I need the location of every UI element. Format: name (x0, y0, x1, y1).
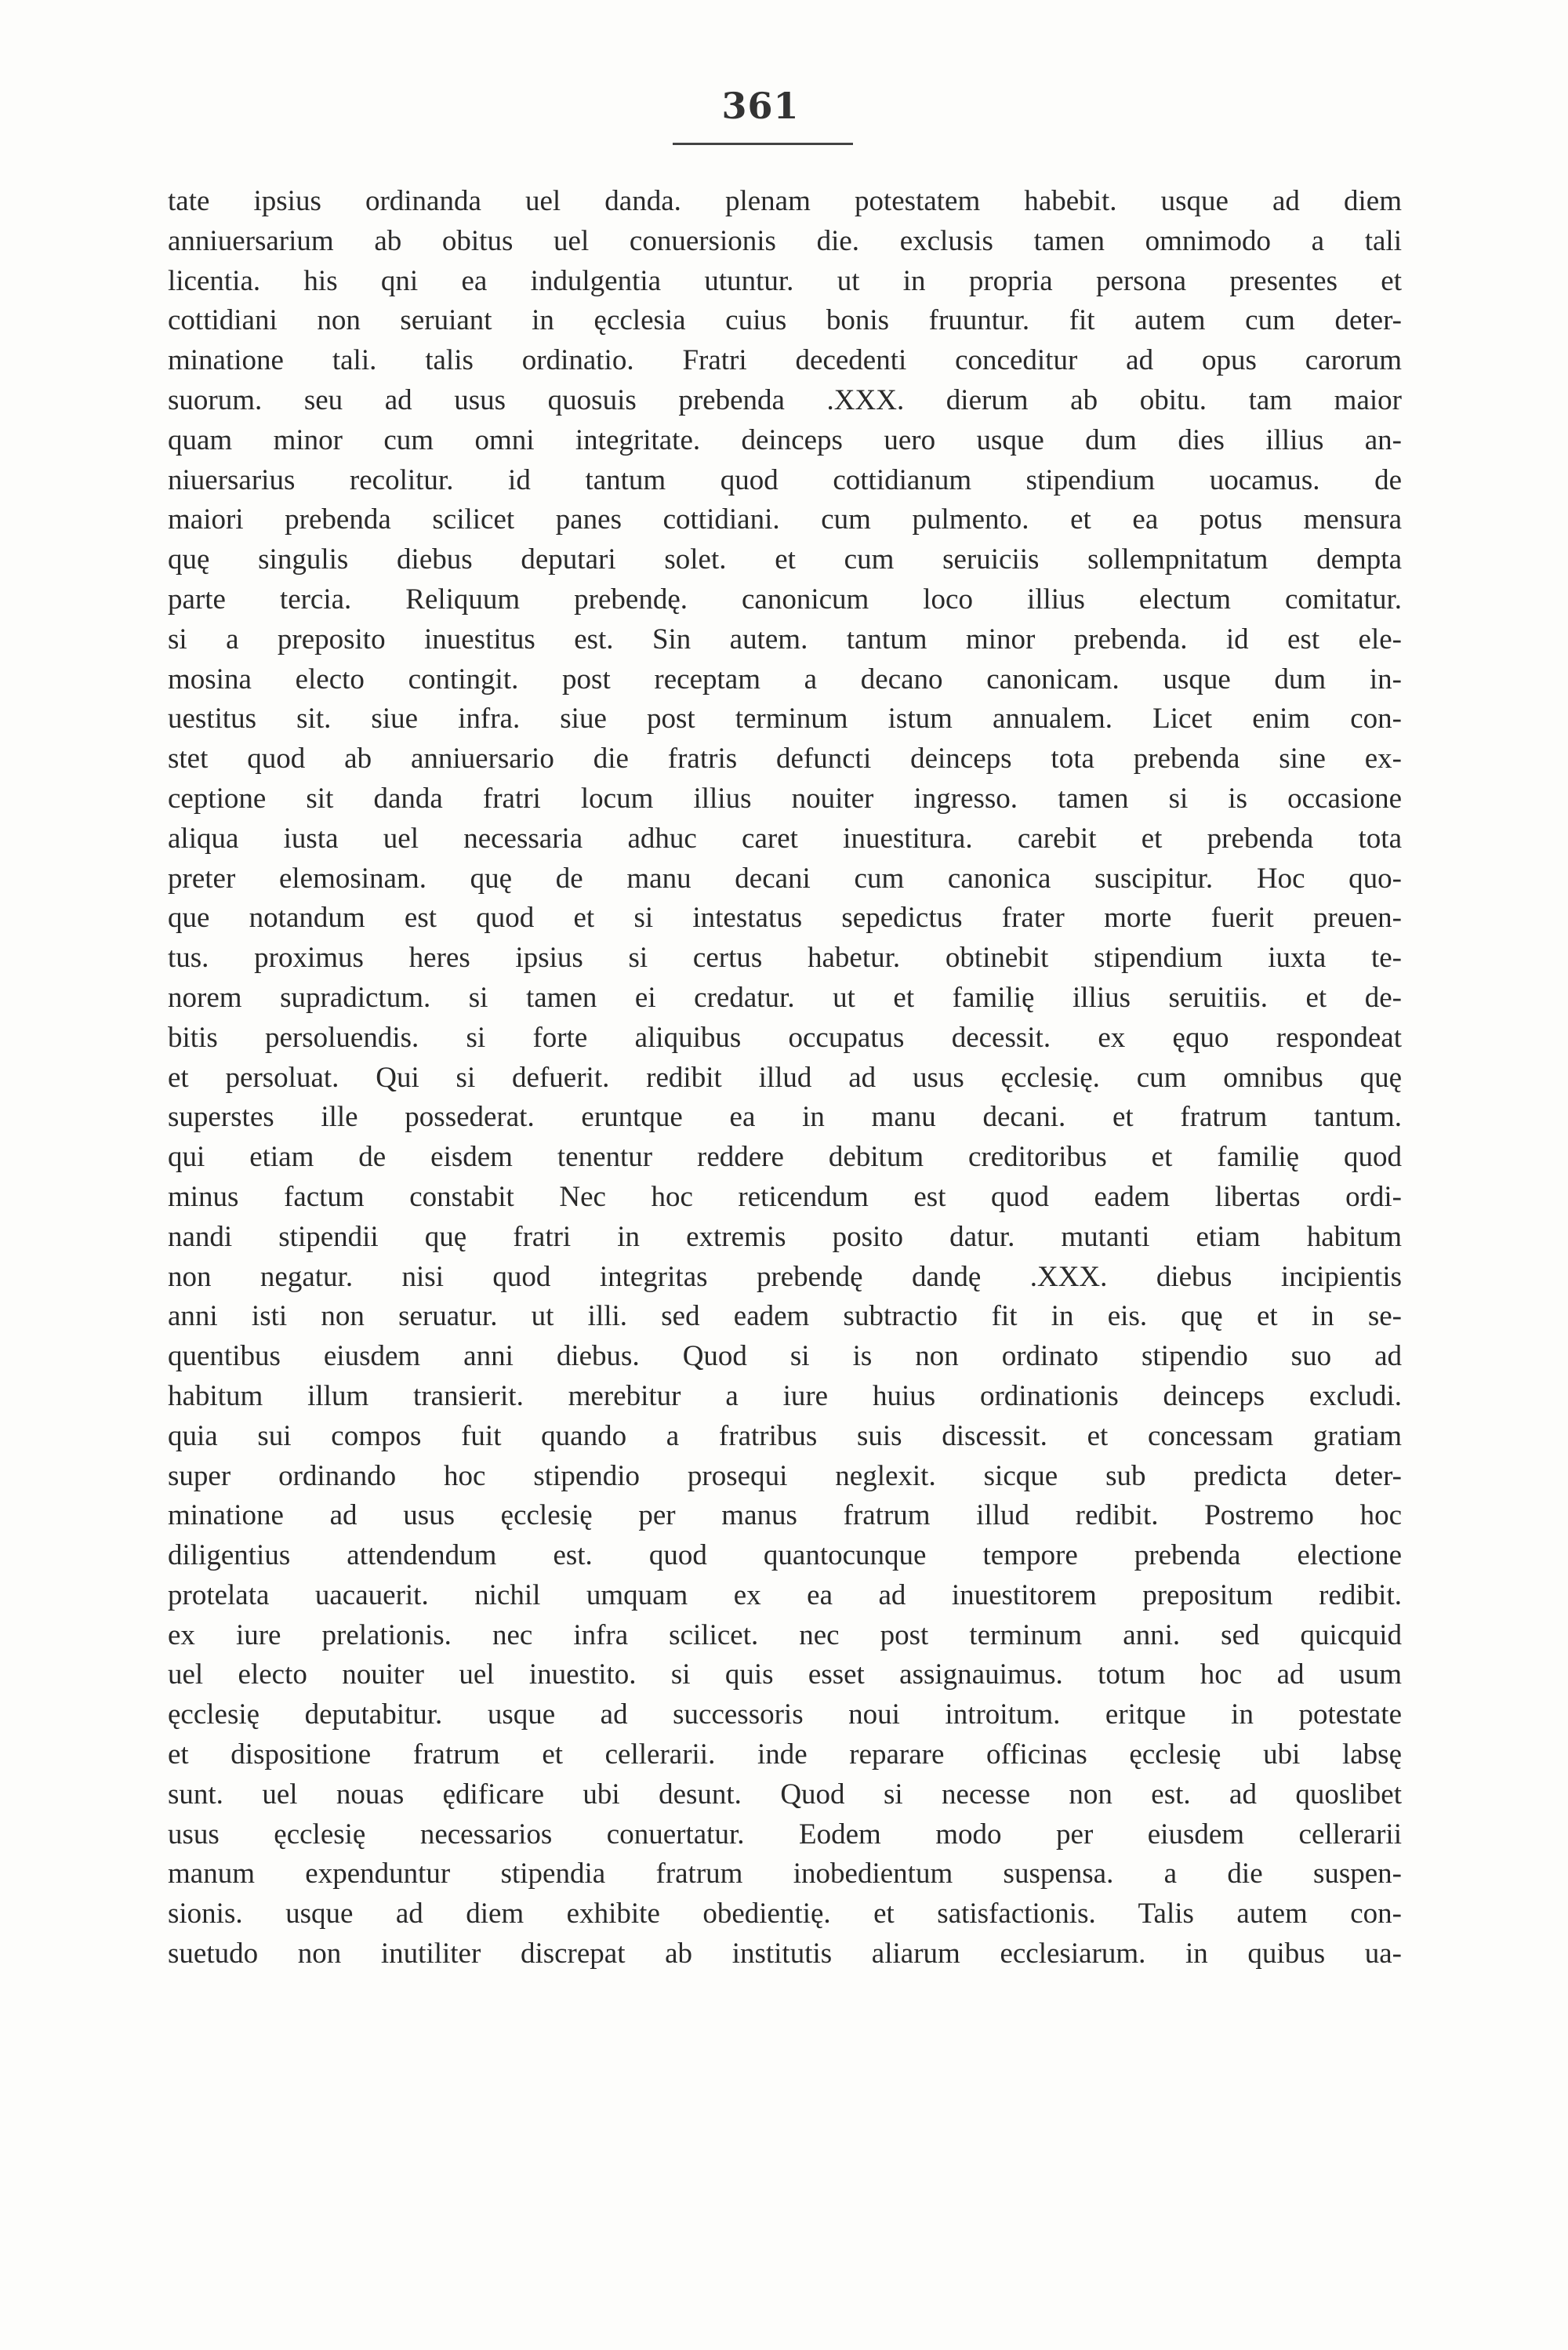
text-line: quam minor cum omni integritate. deinceps uero usque dum dies illius an- (168, 423, 1402, 456)
text-line: aliqua iusta uel necessaria adhuc caret inuestitura. carebit et prebenda tota (168, 822, 1402, 855)
body-text (168, 182, 1402, 1974)
text-line: minatione ad usus ęcclesię per manus fratrum illud redibit. Postremo hoc (168, 1499, 1402, 1532)
text-line: manum expenduntur stipendia fratrum inobedientum suspensa. a die suspen- (168, 1858, 1402, 1891)
text-line: tate ipsius ordinanda uel danda. plenam potestatem habebit. usque ad diem (168, 185, 1402, 217)
page-number: 361 (721, 85, 800, 127)
text-line: et persoluat. Qui si defuerit. redibit illud ad usus ęcclesię. cum omnibus quę (168, 1061, 1402, 1094)
text-line: suorum. seu ad usus quosuis prebenda .XXX. dierum ab obitu. tam maior (168, 383, 1402, 416)
text-line: habitum illum transierit. merebitur a iure huius ordinationis deinceps excludi. (168, 1379, 1402, 1412)
text-line: ceptione sit danda fratri locum illius nouiter ingresso. tamen si is occasione (168, 782, 1402, 815)
text-line: stet quod ab anniuersario die fratris defuncti deinceps tota prebenda sine ex- (168, 743, 1402, 775)
text-line: uel electo nouiter uel inuestito. si quis esset assignauimus. totum hoc ad usum (168, 1658, 1402, 1691)
text-line: preter elemosinam. quę de manu decani cum canonica suscipitur. Hoc quo- (168, 862, 1402, 895)
text-line: super ordinando hoc stipendio prosequi neglexit. sicque sub predicta deter- (168, 1459, 1402, 1492)
text-line: minatione tali. talis ordinatio. Fratri decedenti conceditur ad opus carorum (168, 344, 1402, 377)
text-line: licentia. his qni ea indulgentia utuntur. ut in propria persona presentes et (168, 264, 1402, 297)
text-line: quentibus eiusdem anni diebus. Quod si is non ordinato stipendio suo ad (168, 1340, 1402, 1373)
text-line: quia sui compos fuit quando a fratribus suis discessit. et concessam gratiam (168, 1419, 1402, 1452)
text-line: norem supradictum. si tamen ei credatur. ut et familię illius seruitiis. et de- (168, 981, 1402, 1014)
text-line: diligentius attendendum est. quod quantocunque tempore prebenda electione (168, 1539, 1402, 1572)
page-number-rule (673, 143, 853, 145)
text-line: bitis persoluendis. si forte aliquibus occupatus decessit. ex ęquo respondeat (168, 1021, 1402, 1054)
text-line: mosina electo contingit. post receptam a decano canonicam. usque dum in- (168, 663, 1402, 696)
text-line: si a preposito inuestitus est. Sin autem. tantum minor prebenda. id est ele- (168, 623, 1402, 656)
text-line: ęcclesię deputabitur. usque ad successoris noui introitum. eritque in potestate (168, 1698, 1402, 1731)
text-line: quę singulis diebus deputari solet. et cum seruiciis sollempnitatum dempta (168, 543, 1402, 576)
text-line: superstes ille possederat. eruntque ea in manu decani. et fratrum tantum. (168, 1101, 1402, 1134)
text-line: sionis. usque ad diem exhibite obedientię. et satisfactionis. Talis autem con- (168, 1898, 1402, 1930)
text-line: et dispositione fratrum et cellerarii. inde reparare officinas ęcclesię ubi labsę (168, 1738, 1402, 1771)
text-line: maiori prebenda scilicet panes cottidiani. cum pulmento. et ea potus mensura (168, 503, 1402, 536)
text-line: uestitus sit. siue infra. siue post terminum istum annualem. Licet enim con- (168, 703, 1402, 736)
text-line: suetudo non inutiliter discrepat ab institutis aliarum ecclesiarum. in quibus ua- (168, 1938, 1402, 1970)
text-line: protelata uacauerit. nichil umquam ex ea ad inuestitorem prepositum redibit. (168, 1578, 1402, 1611)
text-line: minus factum constabit Nec hoc reticendum est quod eadem libertas ordi- (168, 1180, 1402, 1213)
text-line: cottidiani non seruiant in ęcclesia cuius bonis fruuntur. fit autem cum deter- (168, 304, 1402, 337)
text-line: parte tercia. Reliquum prebendę. canonicum loco illius electum comitatur. (168, 583, 1402, 616)
text-line: anni isti non seruatur. ut illi. sed eadem subtractio fit in eis. quę et in se- (168, 1300, 1402, 1333)
text-line: que notandum est quod et si intestatus sepedictus frater morte fuerit preuen- (168, 902, 1402, 935)
text-line: sunt. uel nouas ędificare ubi desunt. Quod si necesse non est. ad quoslibet (168, 1778, 1402, 1811)
text-line: usus ęcclesię necessarios conuertatur. Eodem modo per eiusdem cellerarii (168, 1818, 1402, 1851)
text-line: niuersarius recolitur. id tantum quod cottidianum stipendium uocamus. de (168, 463, 1402, 496)
text-line: anniuersarium ab obitus uel conuersionis die. exclusis tamen omnimodo a tali (168, 224, 1402, 257)
text-line: qui etiam de eisdem tenentur reddere debitum creditoribus et familię quod (168, 1141, 1402, 1174)
text-line: tus. proximus heres ipsius si certus habetur. obtinebit stipendium iuxta te- (168, 942, 1402, 975)
text-line: nandi stipendii quę fratri in extremis posito datur. mutanti etiam habitum (168, 1220, 1402, 1253)
text-line: ex iure prelationis. nec infra scilicet. nec post terminum anni. sed quicquid (168, 1618, 1402, 1651)
text-line: non negatur. nisi quod integritas prebendę dandę .XXX. diebus incipientis (168, 1260, 1402, 1293)
